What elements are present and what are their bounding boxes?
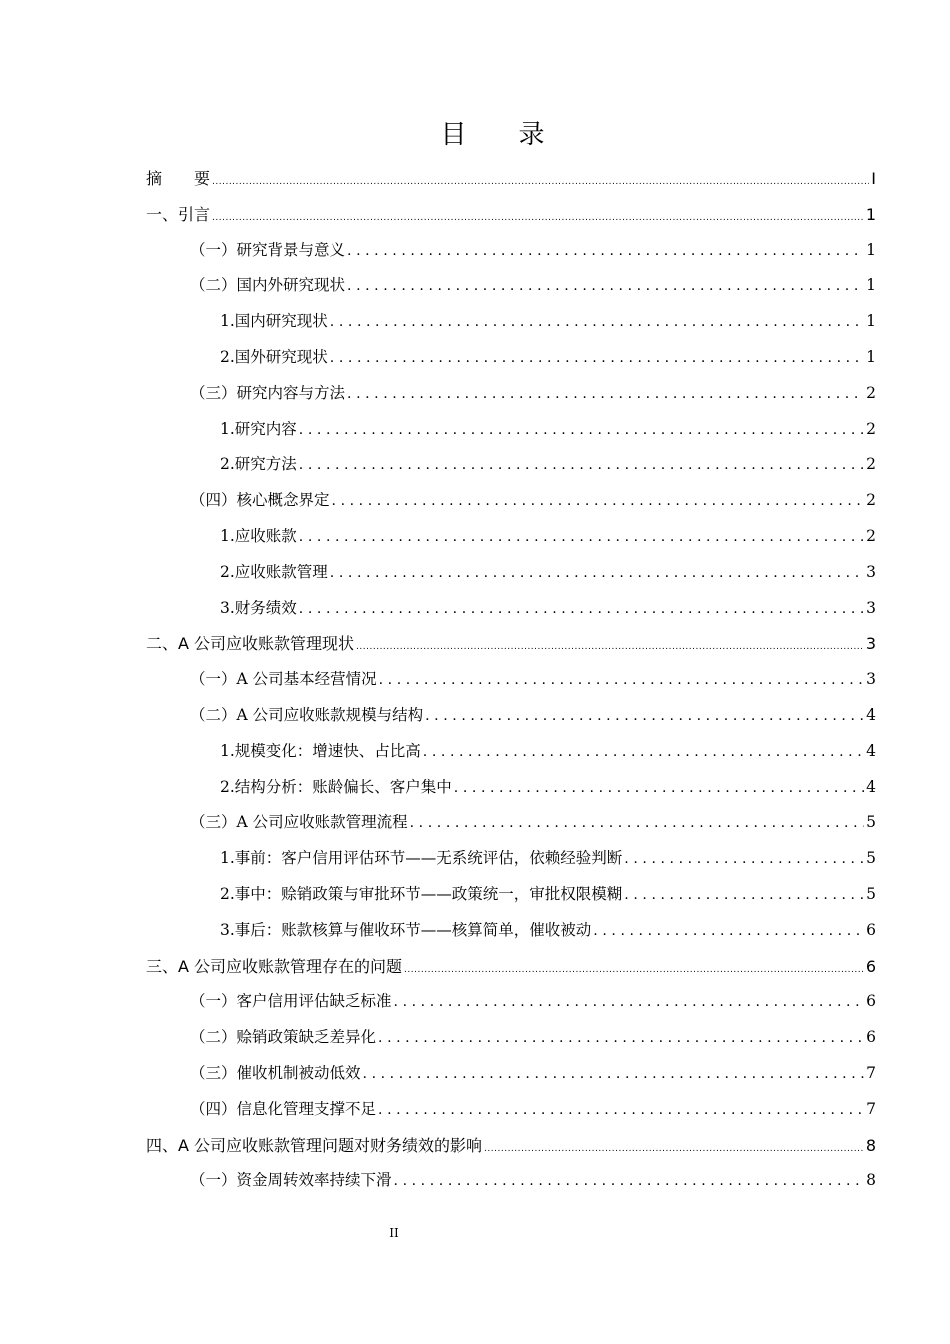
toc-entry-label: 三、A 公司应收账款管理存在的问题 <box>146 956 403 976</box>
dot-leader <box>299 529 864 545</box>
toc-entry-label: 3.财务绩效 <box>220 598 297 617</box>
toc-entry-page: 1 <box>866 347 876 366</box>
dot-leader <box>454 780 864 796</box>
toc-entry[interactable] <box>0 769 950 805</box>
toc-entry-label: 2.结构分析：账龄偏长、客户集中 <box>220 777 452 796</box>
toc-entry-label: 2.事中：赊销政策与审批环节——政策统一，审批权限模糊 <box>220 884 623 903</box>
toc-entry[interactable] <box>0 1019 950 1055</box>
toc-entry[interactable] <box>0 446 950 482</box>
toc-entry[interactable] <box>0 661 950 697</box>
dot-leader <box>363 1066 865 1082</box>
toc-entry-page: 7 <box>866 1063 876 1082</box>
toc-entry-label: 1.研究内容 <box>220 419 297 438</box>
toc-entry-label: 二、A 公司应收账款管理现状 <box>146 634 355 654</box>
toc-entry-label: （四）信息化管理支撑不足 <box>190 1099 377 1118</box>
toc-entry-label: （二）A 公司应收账款规模与结构 <box>190 705 424 724</box>
toc-entry-label: （二）国内外研究现状 <box>190 276 346 295</box>
toc-entry-label: 2.应收账款管理 <box>220 562 328 581</box>
dot-leader <box>378 1030 864 1046</box>
dot-leader <box>299 457 864 473</box>
toc-entry-label: 1.应收账款 <box>220 526 297 545</box>
toc-entry-label: （一）A 公司基本经营情况 <box>190 670 377 689</box>
toc-entry[interactable] <box>0 876 950 912</box>
dot-leader <box>332 493 865 509</box>
toc-entry[interactable] <box>0 948 950 984</box>
toc-entry-page: I <box>871 169 876 188</box>
toc-entry[interactable] <box>0 1162 950 1198</box>
dot-leader <box>593 923 864 939</box>
toc-entry[interactable] <box>0 196 950 232</box>
toc-entry-label: （三）催收机制被动低效 <box>190 1063 361 1082</box>
toc-entry-page: 1 <box>866 312 876 331</box>
dot-leader <box>212 213 864 223</box>
toc-entry-label: 摘 要 <box>146 169 211 188</box>
dot-leader <box>299 601 864 617</box>
toc-entry[interactable] <box>0 339 950 375</box>
toc-entry-page: 8 <box>866 1171 876 1190</box>
toc-entry[interactable] <box>0 1127 950 1163</box>
toc-entry-label: 1.事前：客户信用评估环节——无系统评估，依赖经验判断 <box>220 849 623 868</box>
toc-entry-page: 4 <box>866 741 876 760</box>
dot-leader <box>379 672 865 688</box>
toc-entry[interactable] <box>0 232 950 268</box>
toc-entry[interactable] <box>0 804 950 840</box>
toc-entry-label: 1.规模变化：增速快、占比高 <box>220 741 421 760</box>
toc-entry-label: （一）资金周转效率持续下滑 <box>190 1171 392 1190</box>
dot-leader <box>356 642 864 652</box>
toc-entry-page: 2 <box>866 455 876 474</box>
toc-entry-label: 3.事后：账款核算与催收环节——核算简单，催收被动 <box>220 920 592 939</box>
dot-leader <box>394 1173 865 1189</box>
toc-entry-label: 一、引言 <box>146 204 211 224</box>
toc-entry-page: 6 <box>866 920 876 939</box>
toc-entry-page: 2 <box>866 491 876 510</box>
toc-entry-page: 1 <box>865 204 876 224</box>
dot-leader <box>404 965 864 975</box>
toc-entry-label: （三）A 公司应收账款管理流程 <box>190 813 408 832</box>
toc-entry[interactable] <box>0 697 950 733</box>
dot-leader <box>410 815 865 831</box>
toc-entry[interactable] <box>0 160 950 196</box>
toc-entry-label: （一）研究背景与意义 <box>190 240 346 259</box>
toc-entry-label: （四）核心概念界定 <box>190 491 330 510</box>
toc-title: 目 录 <box>440 120 545 150</box>
toc-entry-page: 5 <box>866 849 876 868</box>
toc-entry-page: 6 <box>865 956 876 976</box>
toc-entry[interactable] <box>0 303 950 339</box>
dot-leader <box>624 887 864 903</box>
dot-leader <box>347 243 864 259</box>
dot-leader <box>347 386 864 402</box>
toc-entry[interactable] <box>0 625 950 661</box>
toc-entry-page: 2 <box>866 383 876 402</box>
toc-entry-page: 1 <box>866 240 876 259</box>
toc-entry-page: 4 <box>866 777 876 796</box>
toc-entry-label: 2.国外研究现状 <box>220 347 328 366</box>
toc-entry[interactable] <box>0 267 950 303</box>
toc-entry[interactable] <box>0 518 950 554</box>
dot-leader <box>394 994 865 1010</box>
toc-entry[interactable] <box>0 1091 950 1127</box>
dot-leader <box>425 708 864 724</box>
toc-entry-label: （二）赊销政策缺乏差异化 <box>190 1028 377 1047</box>
toc-entry[interactable] <box>0 554 950 590</box>
table-of-contents <box>0 160 950 1198</box>
toc-entry-label: （一）客户信用评估缺乏标准 <box>190 992 392 1011</box>
dot-leader <box>347 278 864 294</box>
toc-entry-page: 7 <box>866 1099 876 1118</box>
toc-entry[interactable] <box>0 375 950 411</box>
toc-entry[interactable] <box>0 1055 950 1091</box>
toc-entry[interactable] <box>0 733 950 769</box>
toc-entry-page: 3 <box>866 562 876 581</box>
toc-entry-page: 1 <box>866 276 876 295</box>
toc-entry-page: 3 <box>866 598 876 617</box>
toc-entry-page: 8 <box>865 1135 876 1155</box>
toc-entry[interactable] <box>0 912 950 948</box>
toc-entry[interactable] <box>0 590 950 626</box>
toc-entry[interactable] <box>0 411 950 447</box>
toc-entry-page: 5 <box>866 813 876 832</box>
toc-entry-label: 四、A 公司应收账款管理问题对财务绩效的影响 <box>146 1135 483 1155</box>
toc-entry-label: 2.研究方法 <box>220 455 297 474</box>
dot-leader <box>484 1144 864 1154</box>
dot-leader <box>212 177 869 187</box>
toc-entry[interactable] <box>0 482 950 518</box>
dot-leader <box>624 851 864 867</box>
toc-entry-page: 2 <box>866 419 876 438</box>
dot-leader <box>423 744 864 760</box>
toc-entry-page: 3 <box>866 670 876 689</box>
toc-entry-page: 4 <box>866 705 876 724</box>
dot-leader <box>330 314 864 330</box>
dot-leader <box>299 422 864 438</box>
toc-entry[interactable] <box>0 983 950 1019</box>
toc-entry-page: 3 <box>865 634 876 654</box>
page-number: II <box>389 1226 399 1240</box>
toc-entry-label: （三）研究内容与方法 <box>190 383 346 402</box>
toc-entry-page: 6 <box>866 992 876 1011</box>
toc-entry-label: 1.国内研究现状 <box>220 312 328 331</box>
toc-entry-page: 5 <box>866 884 876 903</box>
toc-entry-page: 2 <box>866 526 876 545</box>
toc-entry-page: 6 <box>866 1028 876 1047</box>
dot-leader <box>330 350 864 366</box>
dot-leader <box>330 565 864 581</box>
toc-entry[interactable] <box>0 840 950 876</box>
dot-leader <box>378 1102 864 1118</box>
